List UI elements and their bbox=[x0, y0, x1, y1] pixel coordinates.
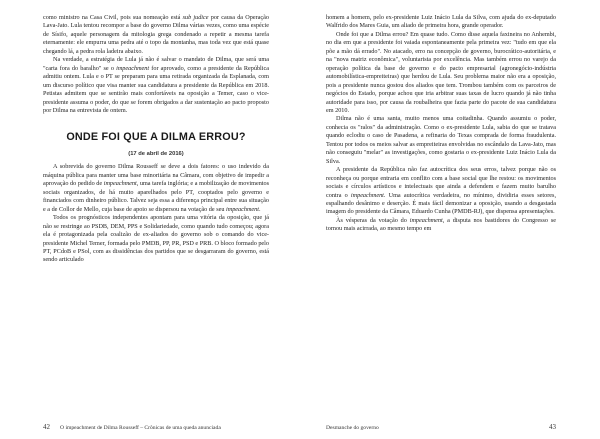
paragraph bbox=[326, 31, 556, 116]
italic-term: impeachment bbox=[350, 191, 384, 199]
page-number: 42 bbox=[43, 423, 50, 431]
text-run: Todos os prognósticos independentes apontam para uma vitória da oposição, que já não se restringe ao PSDB, DEM, PPS e Solidariedade, como quando tudo começou; agora ela é protagonizada pela coalizão de ex-aliados do governo sob o comando do vice-presidente Michel Temer, formada pelo PMDB, PP, PR, PSD e PRB. O bloco formado pelo PT, PCdoB e PSol, com as dissidências dos partidos que se desgarraram do governo, está sendo articulado bbox=[43, 214, 269, 264]
text-run: A sobrevida do governo Dilma Rousseff se deve a dois fatores: o uso indevido da máquina pública para manter uma base minoritária na Câmara, com objetivo de impedir a aprovação do pedido de bbox=[43, 163, 269, 188]
page-number: 43 bbox=[549, 423, 556, 431]
text-run: homem a homem, pelo ex-presidente Luiz Inácio Lula da Silva, com ajuda do ex-deputado Walfrido dos Mares Guia, um aliado de primeira hora, grande operador. bbox=[326, 14, 556, 30]
italic-term: impeachment bbox=[409, 216, 443, 224]
italic-term: impeachment bbox=[116, 64, 150, 72]
text-run: Dilma não é uma santa, muito menos uma coitadinha. Quando assumiu o poder, conhecia os "ralos" da administração. Como o ex-presidente Lula, sabia do que se tratava quando eclodiu o caso de Pasadena, a refinaria do Texas comprada de forma fraudulenta. Tentou por todos os meios salvar as empreiteiras envolvidas no escândalo da Lava-Jato, mas não conseguiu "melar" as investigações, como gostaria o ex-presidente Luiz Inácio Lula da Silva. bbox=[326, 115, 556, 165]
paragraph bbox=[43, 14, 269, 56]
text-run: for aprovado, como a presidente da República admitiu ontem. Lula e o PT se preparam para uma retirada organizada da Esplanada, com um discurso político que visa manter sua candidatura a presidente da República em 2018. Petistas admitem que se sentirão mais confortáveis na oposição a Temer, caso o vice-presidente assuma o poder, do que se forem obrigados a dar sustentação ao pacto proposto por Dilma na entrevista de ontem. bbox=[43, 64, 269, 114]
paragraph bbox=[326, 217, 556, 234]
right-paragraphs bbox=[326, 14, 556, 234]
article-date: (17 de abril de 2016) bbox=[128, 151, 184, 158]
running-head: O impeachment de Dilma Rousseff – Crônicas de uma queda anunciada bbox=[60, 425, 221, 431]
paragraph bbox=[43, 214, 269, 265]
text-run: . Uma autocrítica verdadeira, no mínimo, dividiria esses setores, espalhando desânimo e deserção. É mais fácil demonizar a oposição, usando a desgastada imagem do presidente da Câmara, Eduardo Cunha (PMDB-RJ), que dispensa apresentações. bbox=[326, 191, 557, 216]
left-top-paragraphs bbox=[43, 14, 269, 115]
paragraph bbox=[43, 56, 269, 115]
text-run: , uma tarefa inglória; e a mobilização de movimentos sociais organizados, de há muito aparelhados pelo PT, cooptados pelo governo e financiados com dinheiro público. Talvez seja essa a diferença principal entre sua situação e a de Collor de Mello, cuja base de apoio se dispersou na votação de seu bbox=[43, 180, 270, 213]
right-page-text bbox=[326, 14, 556, 234]
running-head: Desmanche do governo bbox=[326, 425, 379, 431]
text-run: Na verdade, a estratégia de Lula já não é salvar o mandato de Dilma, que será uma "carta fora do baralho" se o bbox=[43, 56, 269, 72]
text-run: por causa da Operação Lava-Jato. Lula tentou recompor a base do governo Dilma várias vezes, como uma espécie de Sísifo, aquele personagem da mitologia grega condenado a repetir a mesma tarefa eternamente: ele empurra uma pedra até o topo da montanha, mas toda vez que está quase chegando lá, a pedra rola ladeira abaixo. bbox=[43, 14, 269, 55]
left-bottom-paragraphs bbox=[43, 163, 269, 264]
article-title: ONDE FOI QUE A DILMA ERROU? bbox=[66, 131, 246, 144]
left-page-footer bbox=[43, 423, 221, 431]
paragraph bbox=[326, 14, 556, 31]
paragraph bbox=[43, 163, 269, 214]
right-page bbox=[300, 0, 600, 439]
italic-term: impeachment bbox=[103, 180, 137, 188]
left-page-text bbox=[43, 14, 269, 265]
text-run: como ministro na Casa Civil, pois sua nomeação está bbox=[43, 14, 183, 21]
italic-term: sub judice bbox=[182, 14, 209, 21]
text-run: . bbox=[259, 205, 261, 213]
text-run: Onde foi que a Dilma errou? Em quase tudo. Como disse aquela faxineira no Anhembi, no dia em que a presidente foi vaiada espontaneamente pela primeira vez: "tudo em que ela põe a mão dá errado". No atacado, erro na concepção de governo, burocrático-autoritária, e na "nova matriz econômica", voluntarista por excelência. Mas também errou no varejo da operação política da base de governo e do pacto empresarial (agronegócio-indústria automobilística-empreiteiras) que herdou de Lula. Seu problema maior não era a oposição, pois a presidente nunca gostou dos aliados que tem. Trombou também com os parceiros de negócios do Estado, porque achou que iria arbitrar suas taxas de lucro quando já não tinha autoridade para isso, por causa da roubalheira que fazia parte do pacote de sua candidatura em 2010. bbox=[326, 30, 556, 114]
text-run: , a disputa nos bastidores do Congresso se tornou mais acirrada, ao mesmo tempo em bbox=[326, 216, 556, 233]
text-run: A presidente da República não faz autocrítica dos seus erros, talvez porque não os reconheça ou porque entraria em conflito com a base social que lhe restou: os movimentos sociais e círculos artísticos e intelectuais que ainda a defendem e fazem muito barulho contra o bbox=[326, 166, 556, 199]
italic-term: impeachment bbox=[226, 205, 259, 213]
paragraph bbox=[326, 115, 556, 166]
text-run: Às vésperas da votação do bbox=[336, 216, 410, 224]
paragraph bbox=[326, 166, 556, 217]
right-page-footer bbox=[326, 423, 556, 431]
